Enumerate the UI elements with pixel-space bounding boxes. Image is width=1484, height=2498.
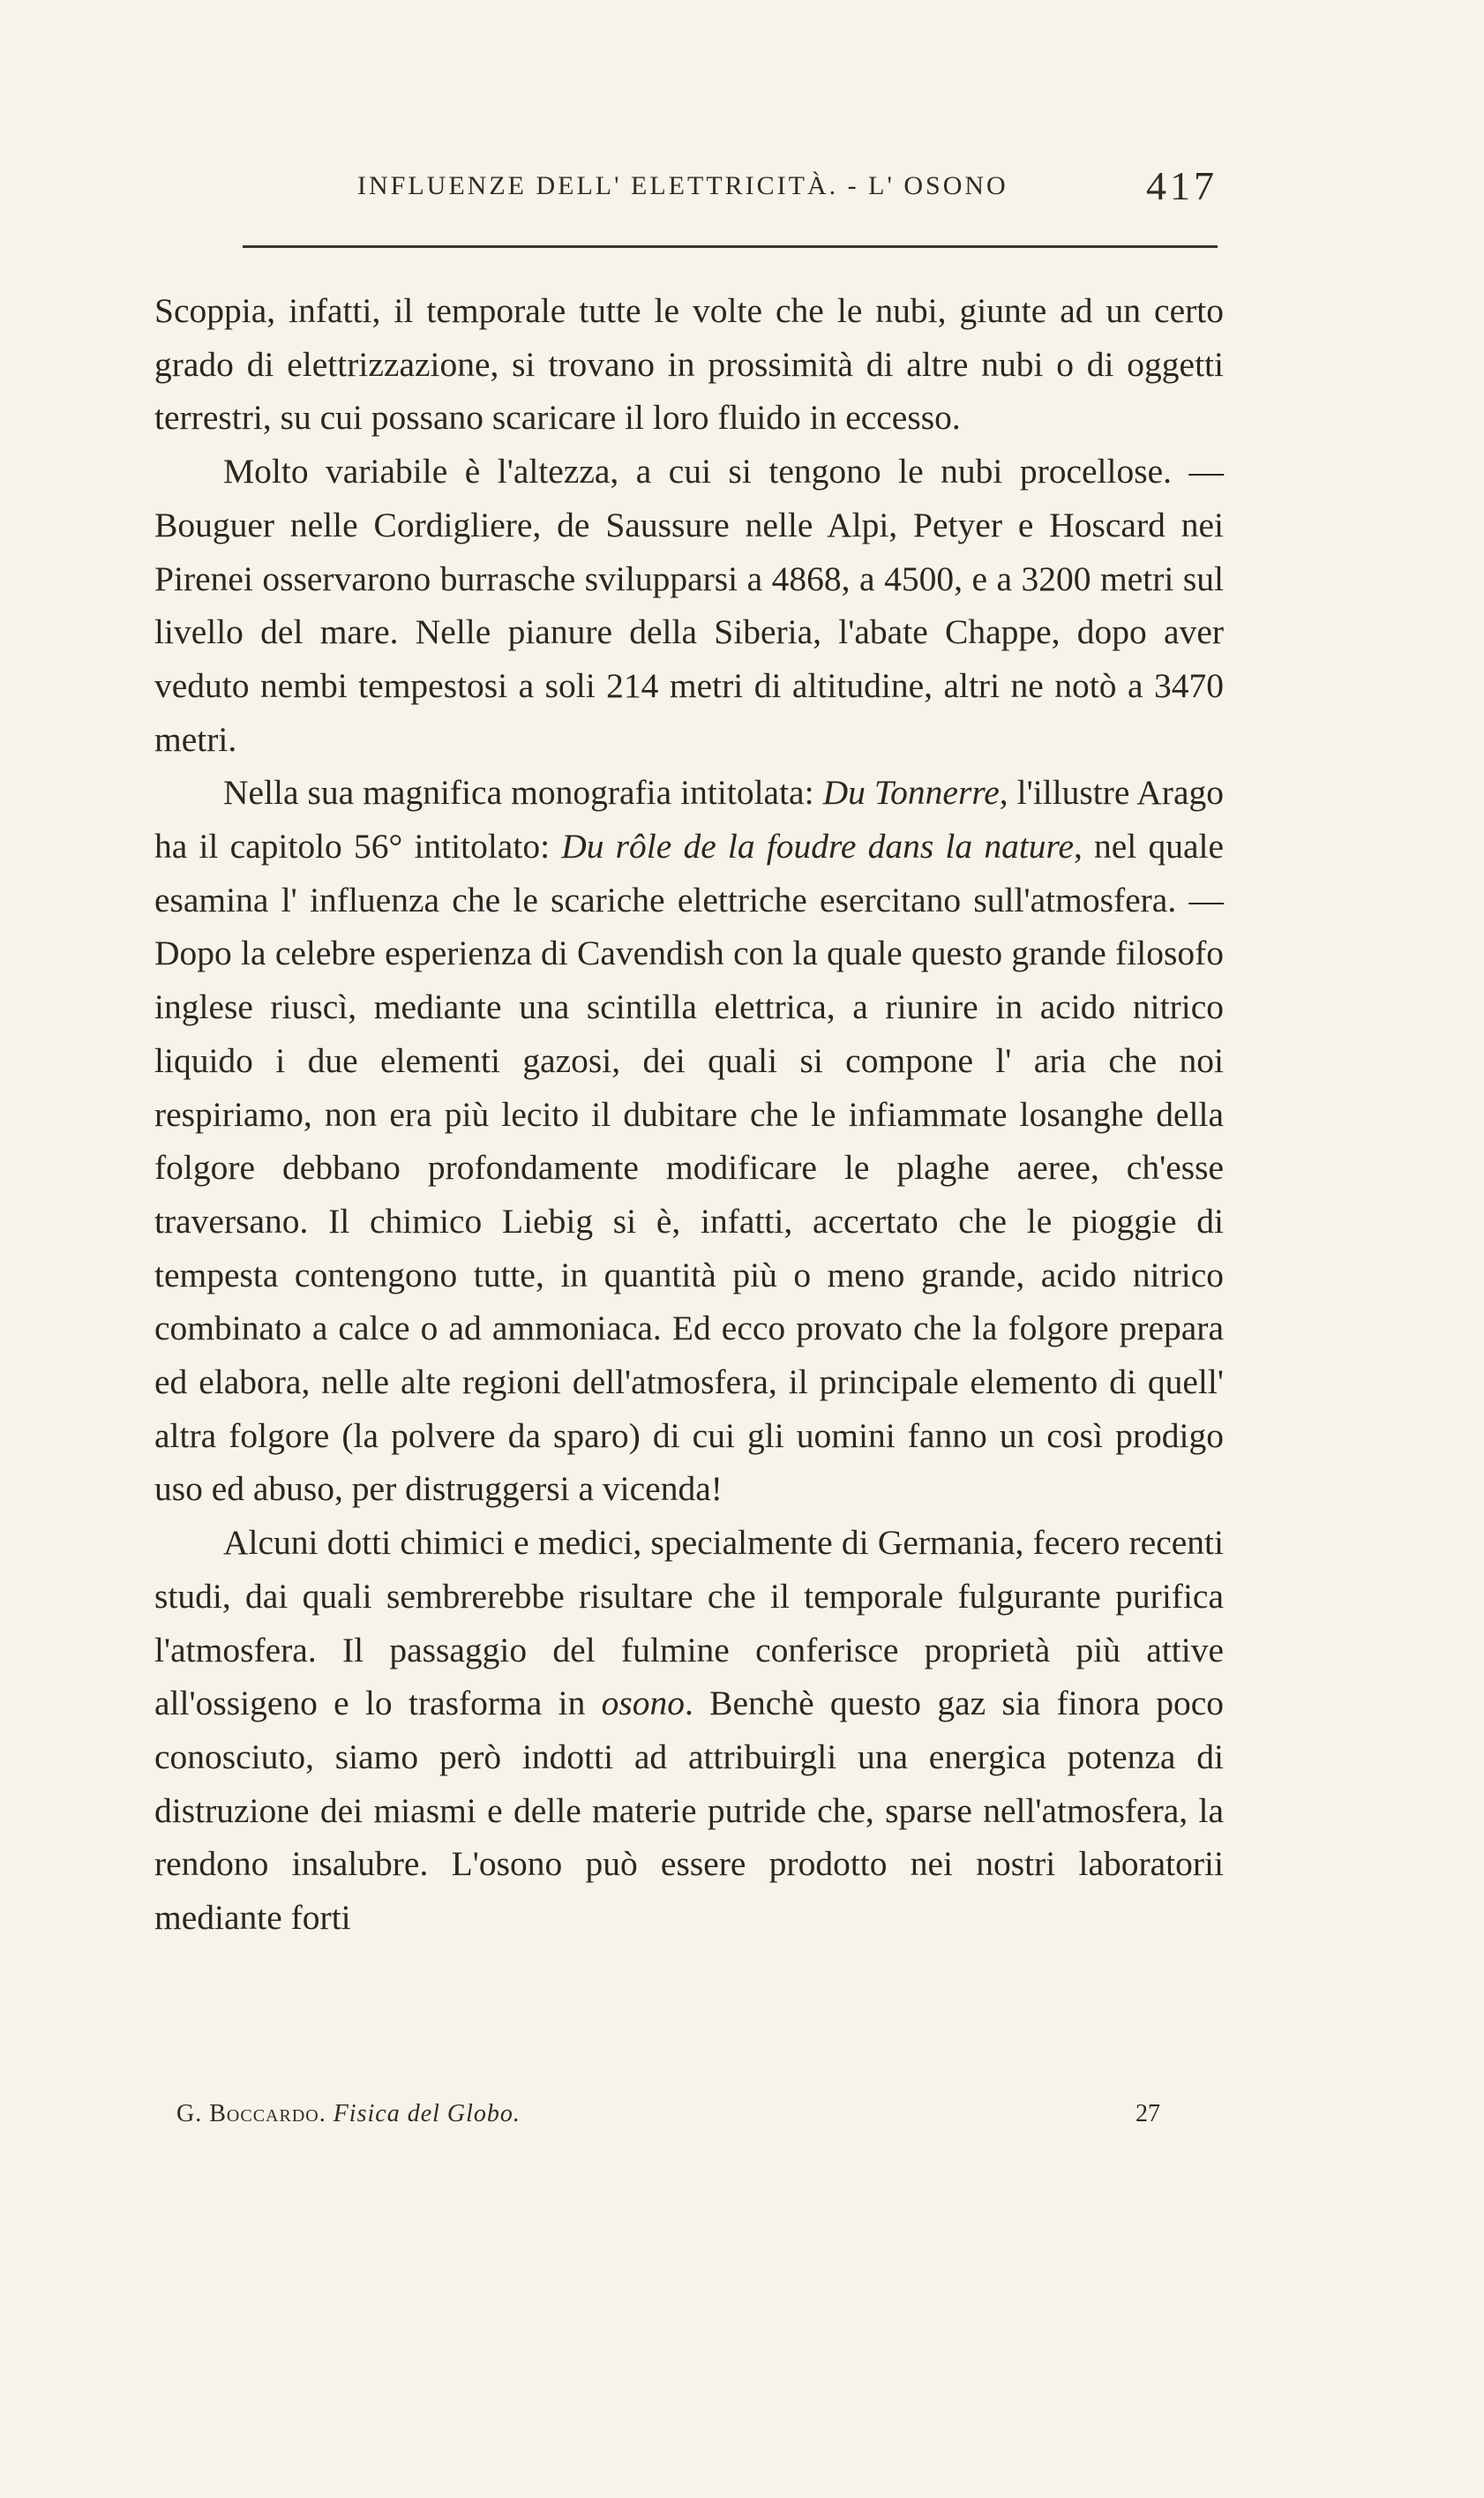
author-initial: G. bbox=[176, 2100, 210, 2127]
body-text bbox=[154, 284, 1224, 1945]
header-rule bbox=[243, 245, 1218, 248]
italic-text: Du rôle de la foudre dans la nature bbox=[561, 827, 1074, 866]
italic-text: Du Tonnerre bbox=[822, 773, 1000, 813]
running-head: INFLUENZE DELL' ELETTRICITÀ. - L' OSONO bbox=[357, 171, 1008, 200]
paragraph bbox=[154, 445, 1224, 766]
page-header bbox=[243, 163, 1218, 221]
paragraph-text: Alcuni dotti chimici e medici, specialmente di Germania, fecero recenti studi, dai quali sembrerebbe risultare che il temporale fulgurante purifica l'atmosfera. Il passaggio del fulmine conferisce proprietà più attive all'ossigeno e lo trasforma in bbox=[154, 1523, 1224, 1723]
footer-author bbox=[176, 2100, 521, 2128]
page-footer bbox=[176, 2100, 1160, 2144]
book-title: Fisica del Globo. bbox=[333, 2100, 521, 2127]
paragraph bbox=[154, 284, 1224, 445]
signature-mark: 27 bbox=[1135, 2100, 1160, 2127]
paragraph bbox=[154, 1516, 1224, 1945]
page-number: 417 bbox=[1146, 163, 1218, 208]
paragraph-text: , l'illustre Arago ha il capitolo 56° intitolato: bbox=[154, 773, 1224, 866]
paragraph-text: Nella sua magnifica monografia intitolata: bbox=[223, 773, 823, 813]
paragraph-text: Molto variabile è l'altezza, a cui si tengono le nubi procellose. — Bouguer nelle Cordigliere, de Saussure nelle Alpi, Petyer e Hoscard nei Pirenei osservarono burrasche svilupparsi a 4868, a 4500, e a 3200 metri sul livello del mare. Nelle pianure della Siberia, l'abate Chappe, dopo aver veduto nembi tempestosi a soli 214 metri di altitudine, altri ne notò a 3470 metri. bbox=[154, 452, 1224, 759]
footer-separator: . bbox=[319, 2100, 334, 2127]
paragraph-text: . Benchè questo gaz sia finora poco conosciuto, siamo però indotti ad attribuirgli una energica potenza di distruzione dei miasmi e delle materie putride che, sparse nell'atmosfera, la rendono insalubre. L'osono può essere prodotto nei nostri laboratorii mediante forti bbox=[154, 1684, 1224, 1938]
paragraph-text: , nel quale esamina l' influenza che le scariche elettriche esercitano sull'atmosfera. — Dopo la celebre esperienza di Cavendish con la quale questo grande filosofo inglese riuscì, mediante una scintilla elettrica, a riunire in acido nitrico liquido i due elementi gazosi, dei quali si compone l' aria che noi respiriamo, non era più lecito il dubitare che le infiammate losanghe della folgore debbano profondamente modificare le plaghe aeree, ch'esse traversano. Il chimico Liebig si è, infatti, accertato che le pioggie di tempesta contengono tutte, in quantità più o meno grande, acido nitrico combinato a calce o ad ammoniaca. Ed ecco provato che la folgore prepara ed elabora, nelle alte regioni dell'atmosfera, il principale elemento di quell' altra folgore (la polvere da sparo) di cui gli uomini fanno un così prodigo uso ed abuso, per distruggersi a vicenda! bbox=[154, 827, 1224, 1509]
italic-text: osono bbox=[601, 1684, 686, 1723]
author-surname: Boccardo bbox=[209, 2100, 319, 2127]
paragraph bbox=[154, 766, 1224, 1516]
paragraph-text: Scoppia, infatti, il temporale tutte le volte che le nubi, giunte ad un certo grado di elettrizzazione, si trovano in prossimità di altre nubi o di oggetti terrestri, su cui possano scaricare il loro fluido in eccesso. bbox=[154, 291, 1224, 438]
